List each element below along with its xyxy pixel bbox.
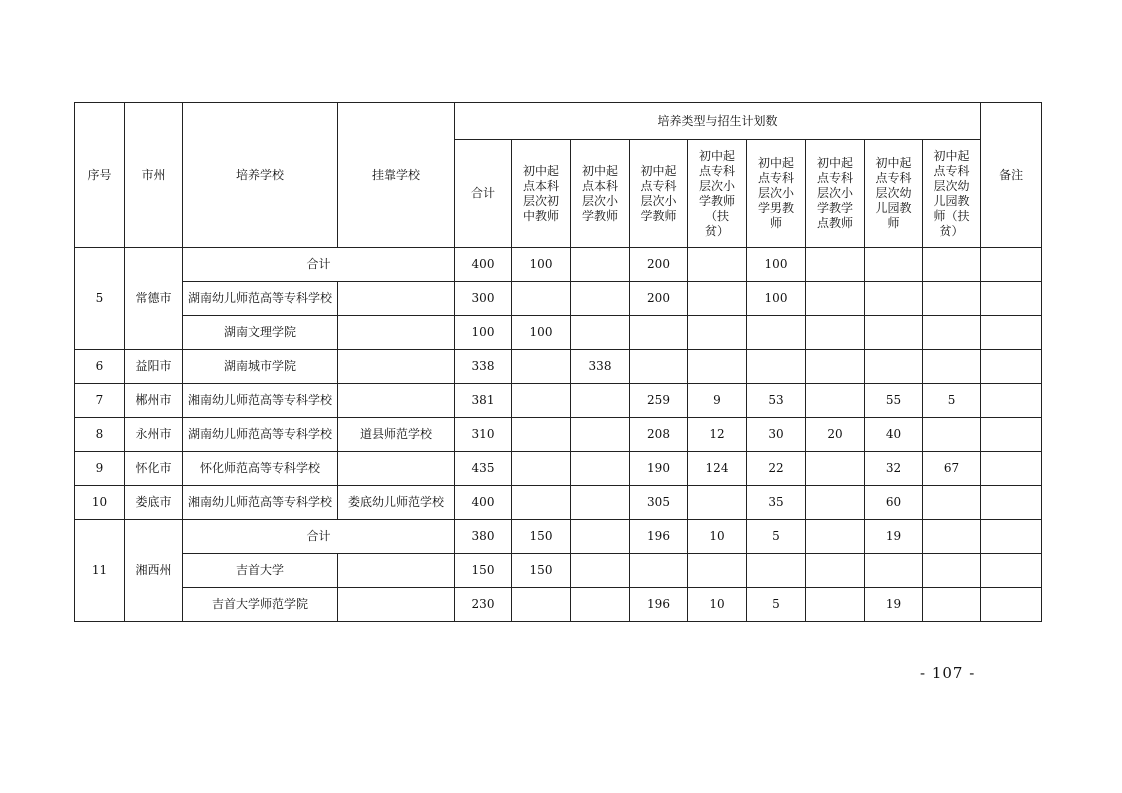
value-cell xyxy=(512,452,571,486)
value-cell: 12 xyxy=(688,418,747,452)
value-cell: 10 xyxy=(688,588,747,622)
value-cell xyxy=(806,588,865,622)
city-cell: 怀化市 xyxy=(125,452,183,486)
value-cell xyxy=(512,384,571,418)
value-cell xyxy=(806,282,865,316)
value-cell xyxy=(688,316,747,350)
subtotal-label: 合计 xyxy=(183,520,455,554)
seq-cell: 6 xyxy=(75,350,125,384)
city-cell: 娄底市 xyxy=(125,486,183,520)
value-cell: 55 xyxy=(865,384,923,418)
affiliated-cell xyxy=(338,316,455,350)
affiliated-cell xyxy=(338,282,455,316)
value-cell: 190 xyxy=(630,452,688,486)
header-group: 培养类型与招生计划数 xyxy=(455,103,981,140)
value-cell: 30 xyxy=(747,418,806,452)
value-cell xyxy=(806,452,865,486)
value-cell xyxy=(747,350,806,384)
table-row xyxy=(75,588,1042,622)
school-cell: 湘南幼儿师范高等专科学校 xyxy=(183,486,338,520)
page-number: - 107 - xyxy=(920,664,976,682)
affiliated-cell xyxy=(338,350,455,384)
header-type: 初中起点本科层次小学教师 xyxy=(571,140,630,248)
value-cell xyxy=(806,316,865,350)
value-cell: 100 xyxy=(747,248,806,282)
remark-cell xyxy=(981,520,1042,554)
remark-cell xyxy=(981,588,1042,622)
value-cell: 338 xyxy=(571,350,630,384)
value-cell: 19 xyxy=(865,520,923,554)
value-cell xyxy=(865,282,923,316)
header-total: 合计 xyxy=(455,140,512,248)
total-cell: 310 xyxy=(455,418,512,452)
school-cell: 湖南文理学院 xyxy=(183,316,338,350)
header-remark: 备注 xyxy=(981,103,1042,248)
value-cell xyxy=(923,282,981,316)
seq-cell: 10 xyxy=(75,486,125,520)
value-cell xyxy=(571,384,630,418)
value-cell: 22 xyxy=(747,452,806,486)
seq-cell: 11 xyxy=(75,520,125,622)
total-cell: 100 xyxy=(455,316,512,350)
remark-cell xyxy=(981,452,1042,486)
value-cell xyxy=(865,316,923,350)
table-row xyxy=(75,316,1042,350)
value-cell xyxy=(688,248,747,282)
value-cell xyxy=(747,316,806,350)
value-cell: 200 xyxy=(630,282,688,316)
value-cell xyxy=(512,418,571,452)
total-cell: 230 xyxy=(455,588,512,622)
remark-cell xyxy=(981,282,1042,316)
value-cell xyxy=(923,316,981,350)
value-cell xyxy=(806,248,865,282)
header-affiliated: 挂靠学校 xyxy=(338,103,455,248)
value-cell: 67 xyxy=(923,452,981,486)
header-type: 初中起点专科层次幼儿园教师（扶贫） xyxy=(923,140,981,248)
header-type: 初中起点专科层次小学教学点教师 xyxy=(806,140,865,248)
remark-cell xyxy=(981,248,1042,282)
value-cell xyxy=(630,350,688,384)
header-type: 初中起点专科层次幼儿园教师 xyxy=(865,140,923,248)
remark-cell xyxy=(981,486,1042,520)
value-cell xyxy=(923,554,981,588)
value-cell: 35 xyxy=(747,486,806,520)
value-cell xyxy=(806,554,865,588)
table-row xyxy=(75,452,1042,486)
total-cell: 381 xyxy=(455,384,512,418)
total-cell: 435 xyxy=(455,452,512,486)
table-row xyxy=(75,248,1042,282)
subtotal-label: 合计 xyxy=(183,248,455,282)
value-cell: 100 xyxy=(747,282,806,316)
total-cell: 380 xyxy=(455,520,512,554)
header-type: 初中起点专科层次小学男教师 xyxy=(747,140,806,248)
school-cell: 吉首大学 xyxy=(183,554,338,588)
value-cell xyxy=(865,248,923,282)
affiliated-cell: 道县师范学校 xyxy=(338,418,455,452)
value-cell: 196 xyxy=(630,520,688,554)
value-cell xyxy=(923,418,981,452)
school-cell: 怀化师范高等专科学校 xyxy=(183,452,338,486)
school-cell: 吉首大学师范学院 xyxy=(183,588,338,622)
affiliated-cell xyxy=(338,554,455,588)
school-cell: 湖南幼儿师范高等专科学校 xyxy=(183,418,338,452)
seq-cell: 9 xyxy=(75,452,125,486)
value-cell xyxy=(806,520,865,554)
value-cell: 10 xyxy=(688,520,747,554)
value-cell: 9 xyxy=(688,384,747,418)
value-cell: 5 xyxy=(923,384,981,418)
total-cell: 400 xyxy=(455,248,512,282)
value-cell xyxy=(512,282,571,316)
affiliated-cell xyxy=(338,588,455,622)
header-type: 初中起点专科层次小学教师（扶贫） xyxy=(688,140,747,248)
value-cell xyxy=(806,486,865,520)
value-cell xyxy=(923,350,981,384)
value-cell xyxy=(571,554,630,588)
value-cell xyxy=(630,554,688,588)
value-cell xyxy=(571,588,630,622)
value-cell: 40 xyxy=(865,418,923,452)
table-row xyxy=(75,486,1042,520)
table-row xyxy=(75,554,1042,588)
value-cell xyxy=(688,350,747,384)
enrollment-plan-table xyxy=(74,102,1042,622)
value-cell xyxy=(688,486,747,520)
value-cell: 305 xyxy=(630,486,688,520)
value-cell xyxy=(512,588,571,622)
school-cell: 湘南幼儿师范高等专科学校 xyxy=(183,384,338,418)
value-cell: 124 xyxy=(688,452,747,486)
school-cell: 湖南幼儿师范高等专科学校 xyxy=(183,282,338,316)
header-school: 培养学校 xyxy=(183,103,338,248)
affiliated-cell xyxy=(338,452,455,486)
seq-cell: 7 xyxy=(75,384,125,418)
value-cell xyxy=(512,350,571,384)
value-cell xyxy=(688,282,747,316)
value-cell xyxy=(630,316,688,350)
value-cell: 5 xyxy=(747,588,806,622)
value-cell xyxy=(923,248,981,282)
city-cell: 湘西州 xyxy=(125,520,183,622)
value-cell: 19 xyxy=(865,588,923,622)
value-cell: 100 xyxy=(512,248,571,282)
value-cell xyxy=(806,384,865,418)
value-cell: 100 xyxy=(512,316,571,350)
remark-cell xyxy=(981,350,1042,384)
header-type: 初中起点本科层次初中教师 xyxy=(512,140,571,248)
value-cell: 200 xyxy=(630,248,688,282)
value-cell xyxy=(571,316,630,350)
value-cell xyxy=(512,486,571,520)
table-row xyxy=(75,520,1042,554)
table-row xyxy=(75,384,1042,418)
value-cell xyxy=(571,486,630,520)
remark-cell xyxy=(981,554,1042,588)
city-cell: 永州市 xyxy=(125,418,183,452)
seq-cell: 5 xyxy=(75,248,125,350)
value-cell xyxy=(571,248,630,282)
affiliated-cell: 娄底幼儿师范学校 xyxy=(338,486,455,520)
remark-cell xyxy=(981,418,1042,452)
total-cell: 338 xyxy=(455,350,512,384)
total-cell: 400 xyxy=(455,486,512,520)
value-cell: 259 xyxy=(630,384,688,418)
value-cell xyxy=(571,520,630,554)
city-cell: 常德市 xyxy=(125,248,183,350)
value-cell: 196 xyxy=(630,588,688,622)
table-row xyxy=(75,350,1042,384)
header-seq: 序号 xyxy=(75,103,125,248)
city-cell: 益阳市 xyxy=(125,350,183,384)
value-cell: 5 xyxy=(747,520,806,554)
header-city: 市州 xyxy=(125,103,183,248)
value-cell: 150 xyxy=(512,554,571,588)
value-cell xyxy=(571,282,630,316)
value-cell xyxy=(923,588,981,622)
value-cell: 60 xyxy=(865,486,923,520)
value-cell: 20 xyxy=(806,418,865,452)
value-cell xyxy=(747,554,806,588)
value-cell xyxy=(865,350,923,384)
remark-cell xyxy=(981,316,1042,350)
city-cell: 郴州市 xyxy=(125,384,183,418)
value-cell xyxy=(806,350,865,384)
school-cell: 湖南城市学院 xyxy=(183,350,338,384)
remark-cell xyxy=(981,384,1042,418)
table-row xyxy=(75,282,1042,316)
total-cell: 150 xyxy=(455,554,512,588)
value-cell xyxy=(865,554,923,588)
header-type: 初中起点专科层次小学教师 xyxy=(630,140,688,248)
value-cell: 53 xyxy=(747,384,806,418)
affiliated-cell xyxy=(338,384,455,418)
value-cell xyxy=(688,554,747,588)
table-row xyxy=(75,418,1042,452)
value-cell xyxy=(923,486,981,520)
seq-cell: 8 xyxy=(75,418,125,452)
value-cell xyxy=(571,452,630,486)
value-cell xyxy=(923,520,981,554)
value-cell: 150 xyxy=(512,520,571,554)
value-cell: 32 xyxy=(865,452,923,486)
total-cell: 300 xyxy=(455,282,512,316)
value-cell xyxy=(571,418,630,452)
value-cell: 208 xyxy=(630,418,688,452)
